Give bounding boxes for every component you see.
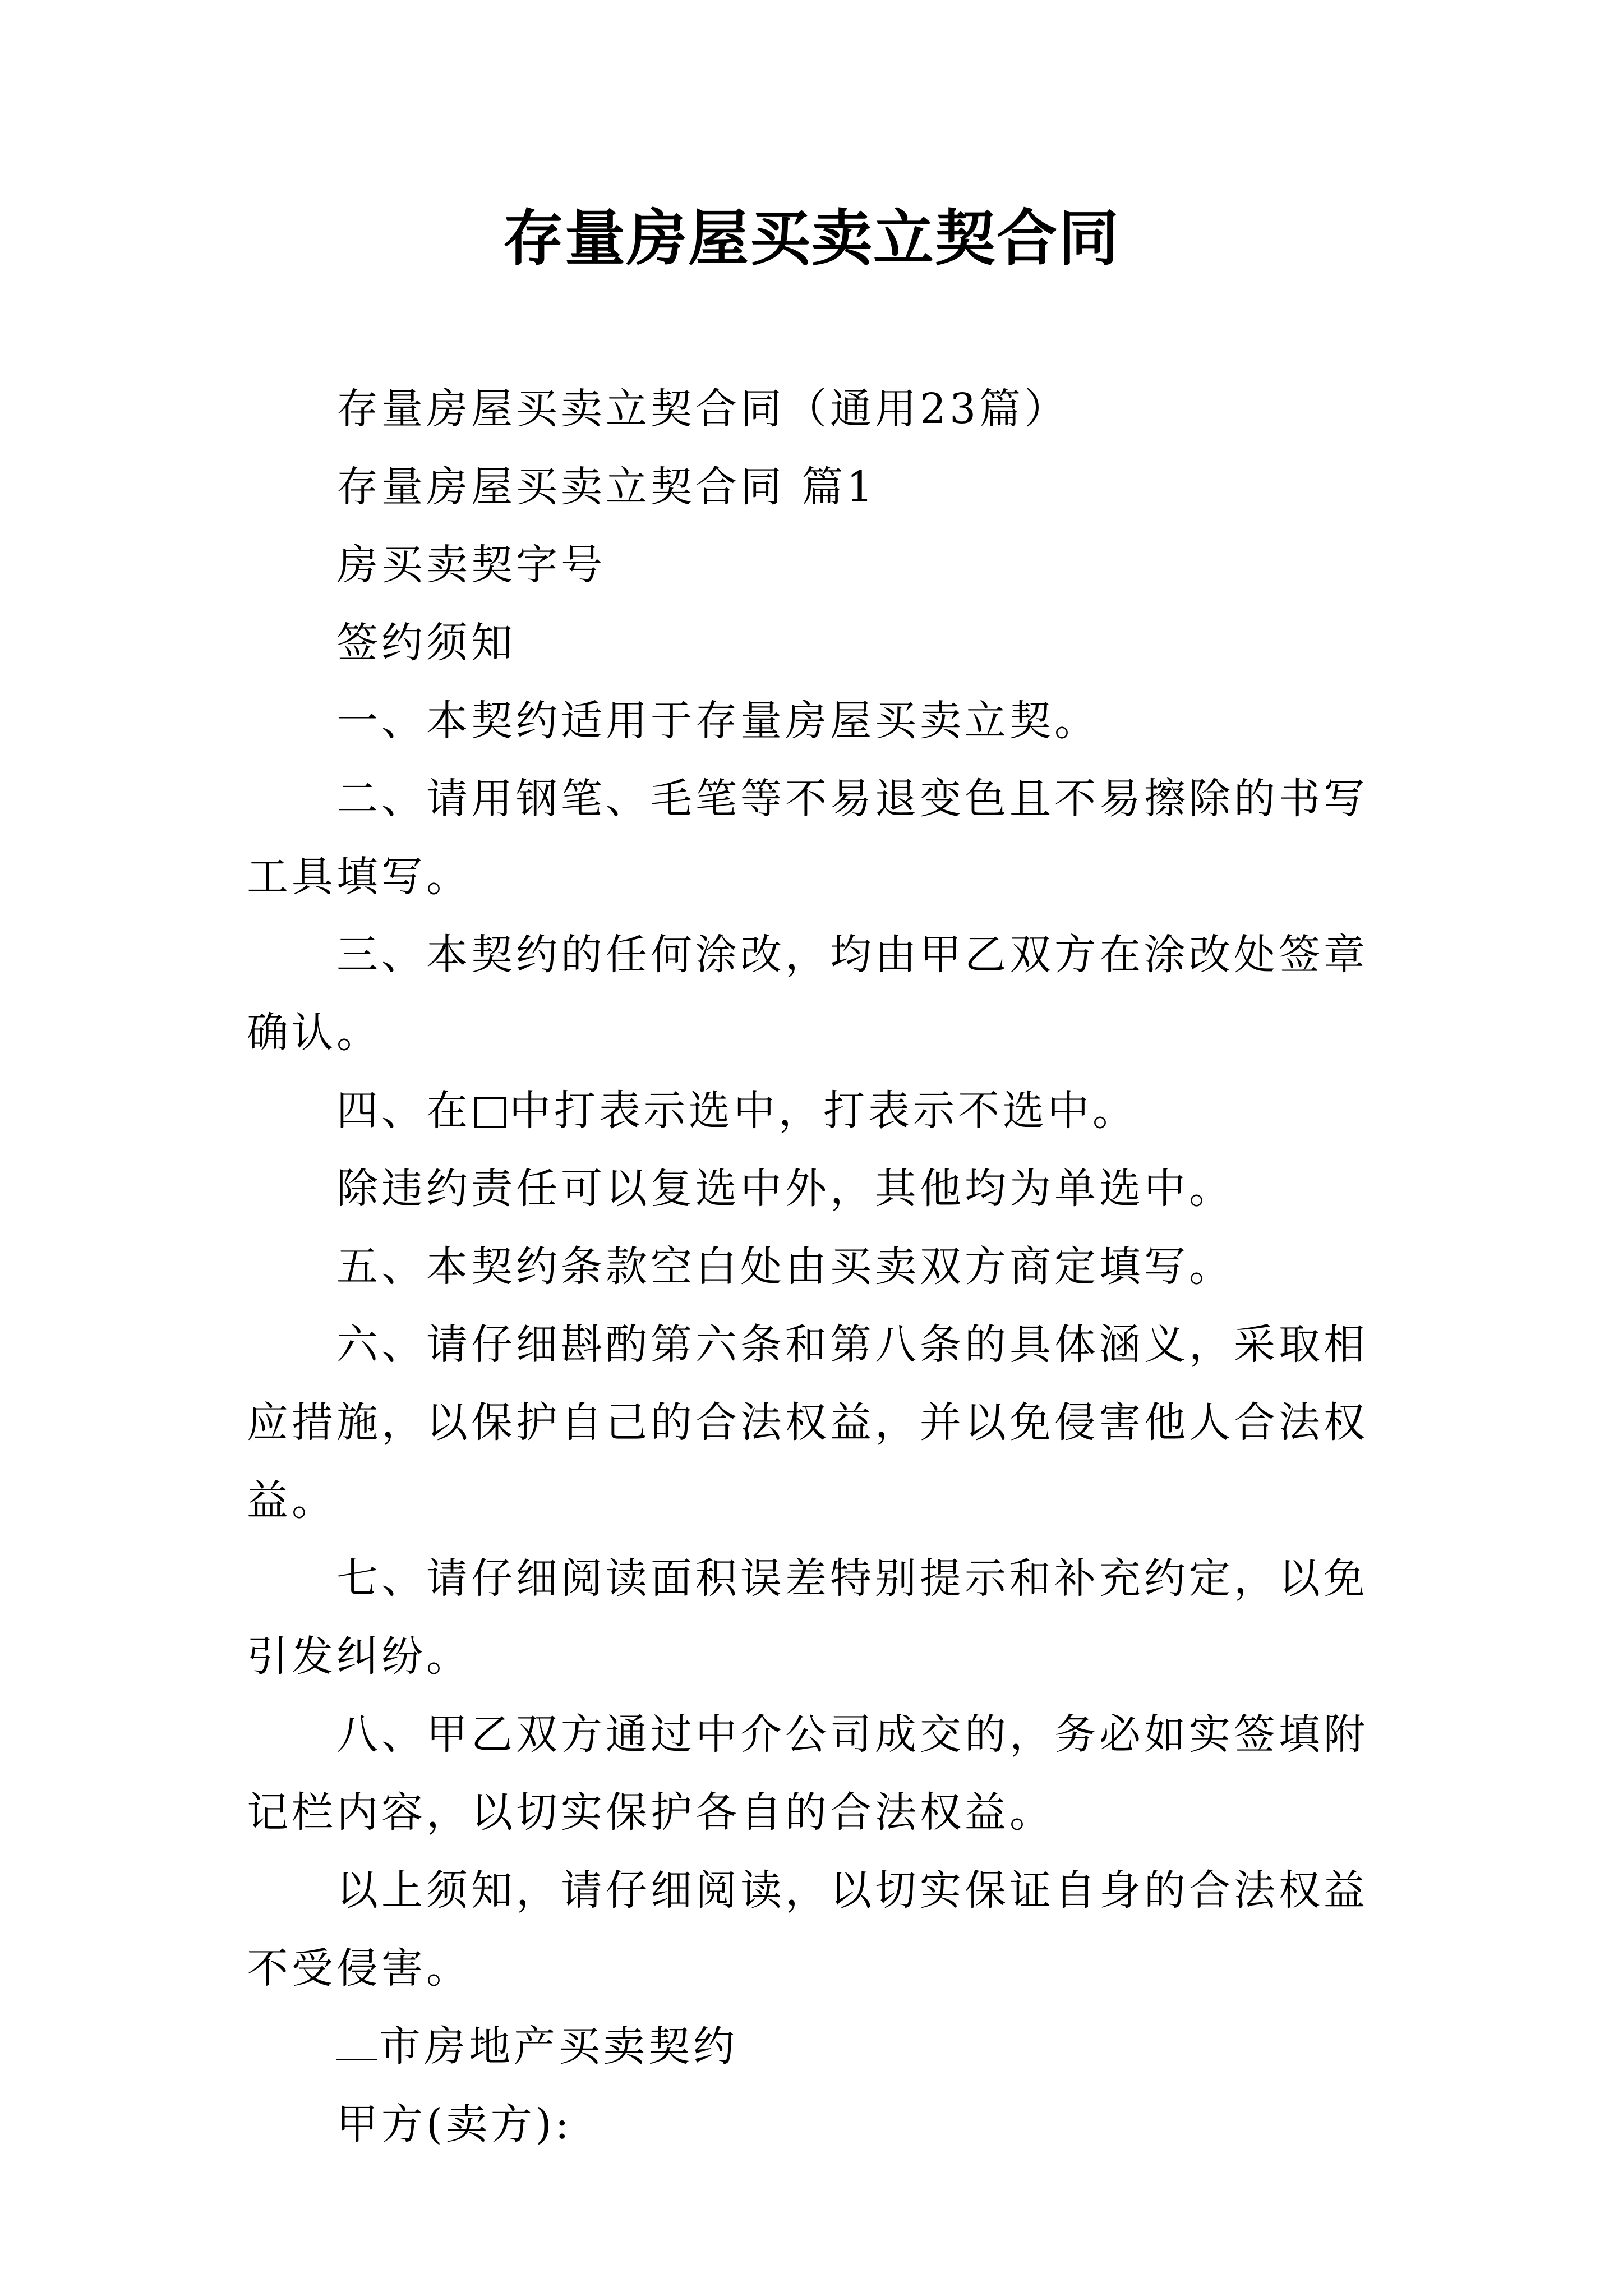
paragraph-notice-6: 六、请仔细斟酌第六条和第八条的具体涵义，采取相应措施，以保护自己的合法权益，并以免侵害他人合法权益。 xyxy=(247,1320,1368,1525)
paragraph-notice-heading: 签约须知 xyxy=(336,619,516,667)
paragraph-notice-4 xyxy=(247,1072,1391,1150)
paragraph-party-a: 甲方(卖方): xyxy=(336,2100,573,2148)
paragraph-collection-title: 存量房屋买卖立契合同（通用23篇） xyxy=(336,385,1069,433)
paragraph-notice-7: 七、请仔细阅读面积误差特别提示和补充约定，以免引发纠纷。 xyxy=(247,1554,1368,1681)
paragraph-notice-2: 二、请用钢笔、毛笔等不易退变色且不易擦除的书写工具填写。 xyxy=(247,775,1368,901)
notice-4-prefix: 四、在 xyxy=(336,1087,471,1135)
document-body xyxy=(247,370,1391,2164)
paragraph-article-heading: 存量房屋买卖立契合同 篇1 xyxy=(336,463,877,511)
paragraph-notice-summary: 以上须知，请仔细阅读，以切实保证自身的合法权益不受侵害。 xyxy=(247,1866,1368,1993)
city-blank-line xyxy=(336,2024,377,2060)
paragraph-notice-4-detail: 除违约责任可以复选中外，其他均为单选中。 xyxy=(336,1165,1234,1213)
document-title: 存量房屋买卖立契合同 xyxy=(502,203,1120,274)
notice-4-suffix: 中打表示选中，打表示不选中。 xyxy=(509,1087,1137,1135)
paragraph-notice-8: 八、甲乙双方通过中介公司成交的，务必如实签填附记栏内容，以切实保护各自的合法权益。 xyxy=(247,1710,1368,1837)
paragraph-notice-3: 三、本契约的任何涂改，均由甲乙双方在涂改处签章确认。 xyxy=(247,931,1368,1057)
paragraph-city-contract xyxy=(247,2008,1391,2086)
city-contract-label: 市房地产买卖契约 xyxy=(379,2022,738,2070)
paragraph-contract-number: 房买卖契字号 xyxy=(336,541,606,589)
paragraph-notice-1: 一、本契约适用于存量房屋买卖立契。 xyxy=(336,697,1099,745)
paragraph-notice-5: 五、本契约条款空白处由买卖双方商定填写。 xyxy=(336,1243,1234,1291)
checkbox-icon xyxy=(474,1097,506,1128)
